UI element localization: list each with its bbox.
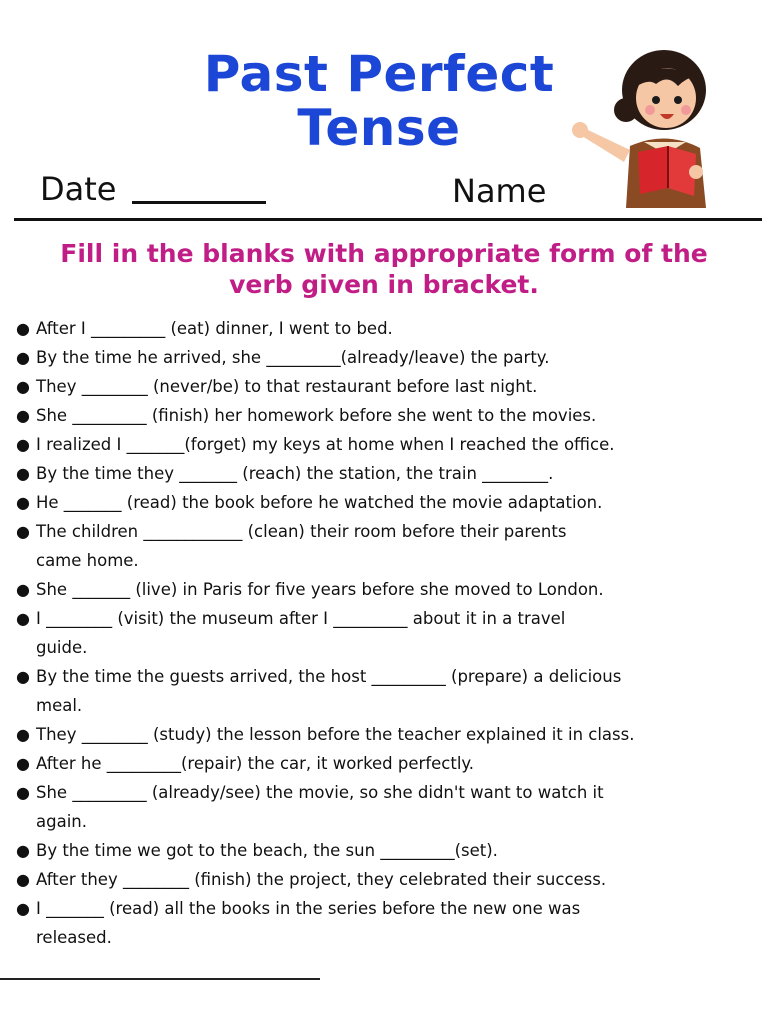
exercise-item <box>12 459 762 488</box>
instruction-line2: verb given in bracket. <box>229 270 539 299</box>
exercise-sentence: She _________ (already/see) the movie, so she didn't want to watch it <box>36 783 604 802</box>
bullet-dot-icon: ● <box>16 522 30 541</box>
exercise-sentence: She _______ (live) in Paris for five years before she moved to London. <box>36 580 604 599</box>
header-divider <box>14 218 762 221</box>
bullet-dot-icon: ● <box>16 870 30 889</box>
bullet-dot-icon: ● <box>16 725 30 744</box>
exercise-item <box>12 836 762 865</box>
date-label: Date <box>40 170 117 208</box>
exercise-item <box>12 662 762 720</box>
exercise-item <box>12 749 762 778</box>
bullet-dot-icon: ● <box>16 899 30 918</box>
exercise-sentence: They ________ (never/be) to that restaurant before last night. <box>36 377 538 396</box>
bullet-dot-icon: ● <box>16 609 30 628</box>
exercise-item <box>12 865 762 894</box>
girl-reading-book-icon <box>568 38 728 218</box>
date-blank-line <box>132 201 266 204</box>
exercise-item <box>12 604 762 662</box>
bullet-dot-icon: ● <box>16 377 30 396</box>
exercise-sentence: By the time he arrived, she _________(already/leave) the party. <box>36 348 550 367</box>
exercise-item <box>12 894 762 952</box>
exercise-sentence: By the time they _______ (reach) the station, the train ________. <box>36 464 554 483</box>
exercise-item <box>12 372 762 401</box>
exercise-sentence: I ________ (visit) the museum after I _________ about it in a travel <box>36 609 566 628</box>
exercise-sentence: By the time we got to the beach, the sun _________(set). <box>36 841 498 860</box>
exercise-list <box>12 314 762 952</box>
exercise-sentence: After they ________ (finish) the project, they celebrated their success. <box>36 870 607 889</box>
exercise-item <box>12 778 762 836</box>
exercise-item <box>12 343 762 372</box>
exercise-sentence: After I _________ (eat) dinner, I went to bed. <box>36 319 393 338</box>
exercise-sentence-continuation: guide. <box>36 638 88 657</box>
exercise-sentence-continuation: came home. <box>36 551 139 570</box>
bullet-dot-icon: ● <box>16 435 30 454</box>
exercise-sentence-continuation: meal. <box>36 696 83 715</box>
exercise-item <box>12 401 762 430</box>
exercise-sentence: He _______ (read) the book before he watched the movie adaptation. <box>36 493 603 512</box>
exercise-sentence: I _______ (read) all the books in the series before the new one was <box>36 899 581 918</box>
exercise-sentence: They ________ (study) the lesson before the teacher explained it in class. <box>36 725 635 744</box>
exercise-sentence: After he _________(repair) the car, it worked perfectly. <box>36 754 475 773</box>
page-title-line1: Past Perfect <box>203 45 555 103</box>
exercise-item <box>12 488 762 517</box>
exercise-item <box>12 517 762 575</box>
exercise-item <box>12 575 762 604</box>
bullet-dot-icon: ● <box>16 754 30 773</box>
exercise-sentence-continuation: released. <box>36 928 112 947</box>
instruction-text <box>20 238 748 300</box>
bullet-dot-icon: ● <box>16 348 30 367</box>
page-title-line2: Tense <box>297 99 461 157</box>
bullet-dot-icon: ● <box>16 667 30 686</box>
exercise-sentence: She _________ (finish) her homework before she went to the movies. <box>36 406 597 425</box>
exercise-sentence: The children ____________ (clean) their room before their parents <box>36 522 567 541</box>
exercise-sentence: I realized I _______(forget) my keys at home when I reached the office. <box>36 435 615 454</box>
exercise-sentence: By the time the guests arrived, the host _________ (prepare) a delicious <box>36 667 622 686</box>
exercise-item <box>12 430 762 459</box>
bullet-dot-icon: ● <box>16 493 30 512</box>
bottom-divider <box>0 978 320 980</box>
bullet-dot-icon: ● <box>16 319 30 338</box>
bullet-dot-icon: ● <box>16 783 30 802</box>
bullet-dot-icon: ● <box>16 841 30 860</box>
exercise-item <box>12 720 762 749</box>
exercise-item <box>12 314 762 343</box>
exercise-sentence-continuation: again. <box>36 812 87 831</box>
bullet-dot-icon: ● <box>16 464 30 483</box>
instruction-line1: Fill in the blanks with appropriate form of the <box>60 239 708 268</box>
name-label: Name <box>452 172 547 210</box>
bullet-dot-icon: ● <box>16 406 30 425</box>
bullet-dot-icon: ● <box>16 580 30 599</box>
